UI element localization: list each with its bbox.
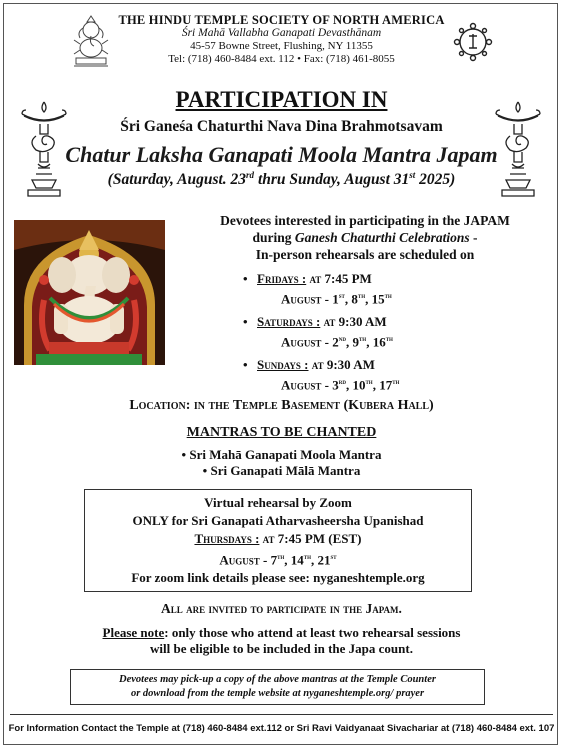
- invite-text: All are invited to participate in the Japam.: [161, 601, 402, 616]
- zoom-link-line: For zoom link details please see: nyganeshtemple.org: [131, 570, 425, 586]
- footer-divider: [10, 714, 553, 715]
- mantras-heading: MANTRAS TO BE CHANTED: [186, 425, 377, 440]
- intro-line-1: Devotees interested in participating in the JAPAM: [220, 213, 510, 228]
- zoom-day-time: Thursdays : at 7:45 PM (EST): [194, 531, 362, 546]
- schedule-saturdays: • Saturdays : at 9:30 AM August - 2nd, 9th, 16th: [243, 314, 393, 350]
- mantra-item: • Sri Ganapati Mālā Mantra: [202, 463, 361, 478]
- phone-fax: Tel: (718) 460-8484 ext. 112 • Fax: (718) 461-8055: [168, 53, 395, 65]
- japam-name: Chatur Laksha Ganapati Moola Mantra Japam: [65, 142, 498, 167]
- pickup-line-1: Devotees may pick-up a copy of the above mantras at the Temple Counter: [119, 674, 436, 685]
- ganesha-image: [14, 220, 165, 365]
- pickup-line-2: or download from the temple website at nyganeshtemple.org/ prayer: [130, 688, 425, 699]
- pickup-box: [70, 669, 485, 705]
- org-name: THE HINDU TEMPLE SOCIETY OF NORTH AMERICA: [118, 13, 445, 27]
- footer-contact: For Information Contact the Temple at (718) 460-8484 ext.112 or Sri Ravi Vaidyanaat Sivachariar at (718) 460-8484 ext. 107: [8, 723, 555, 734]
- page-title: PARTICIPATION IN: [175, 87, 388, 112]
- zoom-dates: August - 7th, 14th, 21st: [219, 552, 337, 568]
- mantra-item: • Sri Mahā Ganapati Moola Mantra: [181, 447, 382, 462]
- intro-line-3: In-person rehearsals are scheduled on: [255, 247, 475, 262]
- event-dates: (Saturday, August. 23rd thru Sunday, August 31st 2025): [107, 170, 456, 189]
- location: Location: in the Temple Basement (Kubera Hall): [129, 398, 434, 413]
- intro-line-2: during Ganesh Chaturthi Celebrations -: [252, 230, 478, 245]
- address: 45-57 Bowne Street, Flushing, NY 11355: [190, 40, 373, 52]
- zoom-line-2: ONLY for Sri Ganapati Atharvasheersha Upanishad: [132, 513, 424, 528]
- schedule-fridays: • Fridays : at 7:45 PM August - 1st, 8th, 15th: [243, 271, 392, 307]
- festival-name: Śri Ganeśa Chaturthi Nava Dina Brahmotsavam: [120, 118, 443, 135]
- header: [0, 14, 563, 66]
- please-note: Please note: only those who attend at least two rehearsal sessions will be eligible to be included in the Japa count.: [102, 625, 461, 656]
- zoom-rehearsal-box: [84, 489, 472, 592]
- zoom-line-1: Virtual rehearsal by Zoom: [204, 495, 352, 510]
- temple-name: Śri Mahā Vallabha Ganapati Devasthānam: [181, 27, 382, 39]
- schedule-sundays: • Sundays : at 9:30 AM August - 3rd, 10th, 17th: [243, 357, 400, 393]
- mantras-list: [0, 447, 563, 479]
- intro-text: [200, 212, 530, 263]
